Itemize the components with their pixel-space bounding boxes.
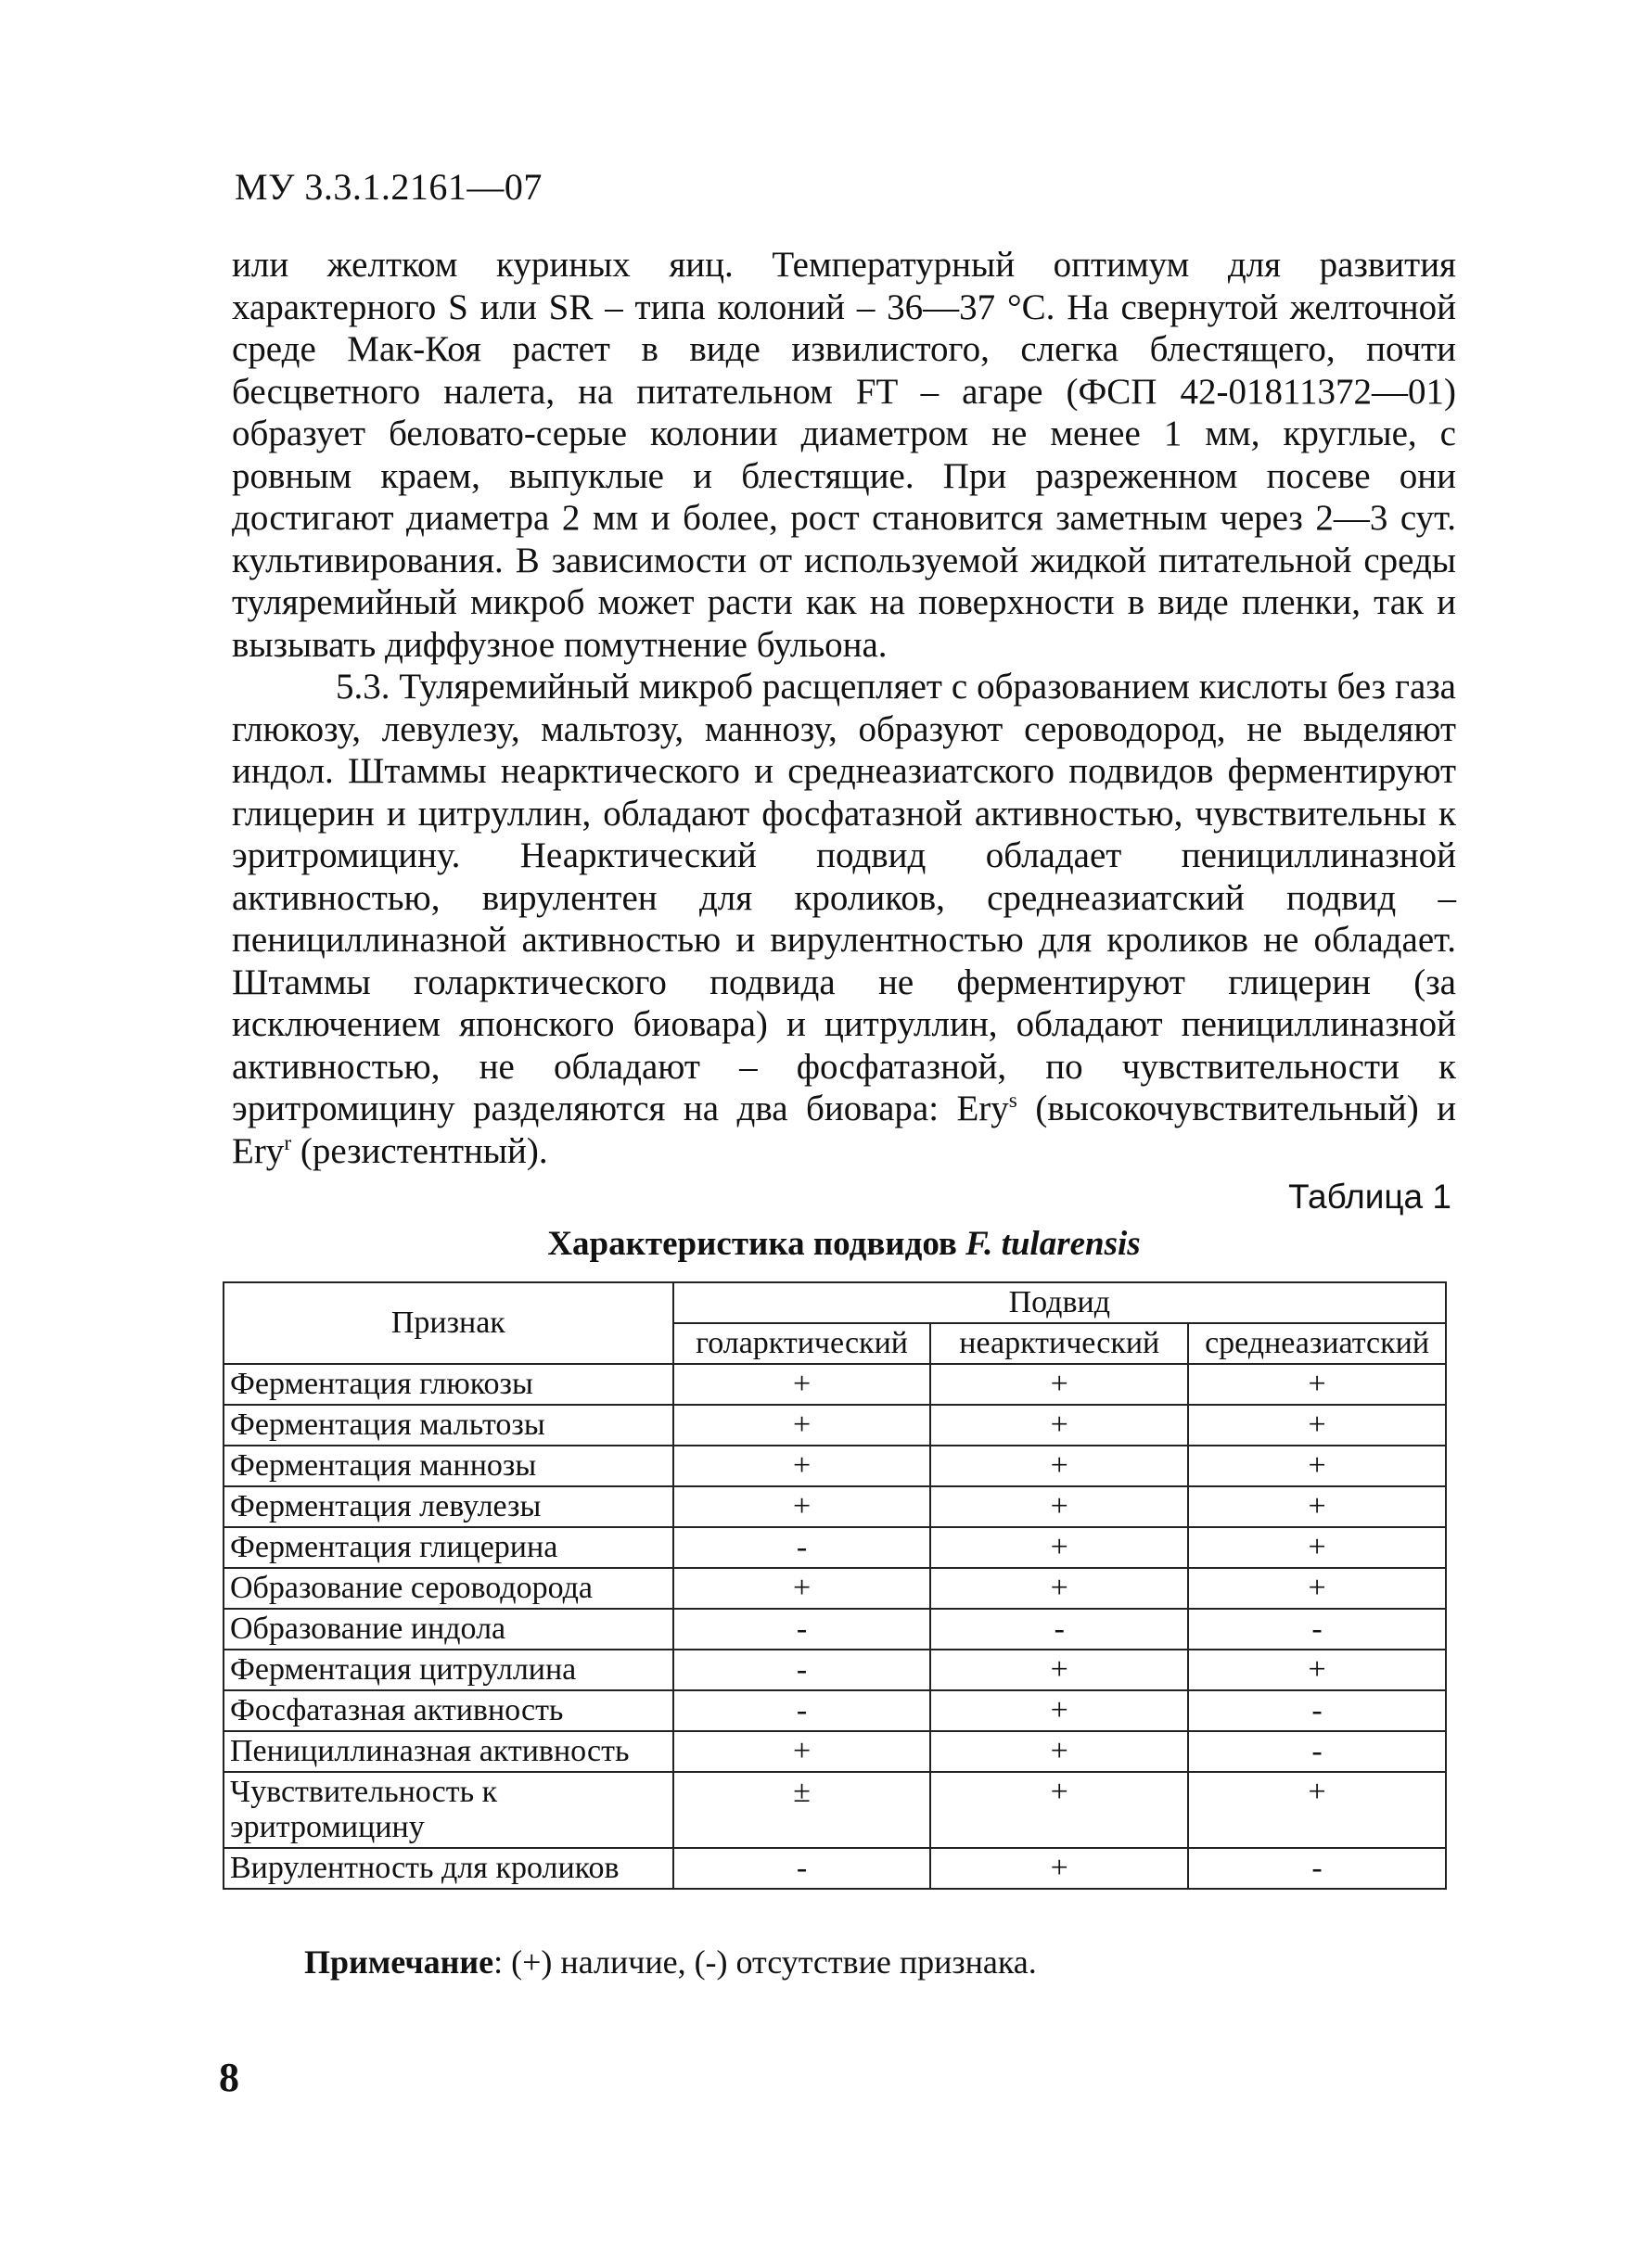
header-central-asian: среднеазиатский <box>1188 1323 1446 1364</box>
header-feature: Признак <box>224 1282 673 1364</box>
header-holarctic: голарктический <box>673 1323 931 1364</box>
value-cell: + <box>930 1446 1188 1486</box>
value-cell: - <box>1188 1690 1446 1731</box>
feature-cell: Пенициллиназная активность <box>224 1731 673 1772</box>
table-row <box>224 1650 1446 1690</box>
paragraph-2-text: 5.3. Туляремийный микроб расщепляет с образованием кислоты без газа глюкозу, левулезу, мальтозу, маннозу, образуют сероводород, не выделяют индол. Штаммы неарктического и среднеазиатского подвидов ферментируют глицерин и цитруллин, обладают фосфатазной активностью, чувствительны к эритромицину. Неарктический подвид обладает пенициллиназной активностью, вирулентен для кроликов, среднеазиатский подвид – пенициллиназной активностью и вирулентностью для кроликов не обладает. Штаммы голарктического подвида не ферментируют глицерин (за исключением японского биовара) и цитруллин, обладают пенициллиназной активностью, не обладают – фосфатазной, по чувствительности к эритромицину разделяются на два биовара: Ery <box>232 667 1456 1128</box>
value-cell: + <box>930 1690 1188 1731</box>
page-number: 8 <box>219 2055 239 2100</box>
paragraph-2 <box>232 666 1456 1172</box>
paragraph-2-mid: (высокочувствительный) и Ery <box>232 1089 1456 1171</box>
value-cell: + <box>1188 1486 1446 1527</box>
value-cell: + <box>930 1731 1188 1772</box>
value-cell: + <box>930 1568 1188 1609</box>
table-note <box>304 1943 1037 1981</box>
table-row <box>224 1731 1446 1772</box>
value-cell: + <box>673 1364 931 1405</box>
value-cell: - <box>673 1848 931 1889</box>
table-row <box>224 1568 1446 1609</box>
feature-cell: Вирулентность для кроликов <box>224 1848 673 1889</box>
document-code: МУ 3.3.1.2161—07 <box>235 166 543 208</box>
value-cell: - <box>673 1609 931 1650</box>
header-nearctic: неарктический <box>930 1323 1188 1364</box>
value-cell: + <box>930 1650 1188 1690</box>
value-cell: + <box>1188 1446 1446 1486</box>
value-cell: - <box>673 1690 931 1731</box>
value-cell: - <box>1188 1609 1446 1650</box>
table-row <box>224 1848 1446 1889</box>
feature-cell: Образование сероводорода <box>224 1568 673 1609</box>
table-body <box>224 1364 1446 1889</box>
feature-cell: Ферментация глицерина <box>224 1527 673 1568</box>
value-cell: + <box>930 1527 1188 1568</box>
table-header-row <box>224 1282 1446 1323</box>
table-caption-species: F. tularensis <box>965 1225 1141 1263</box>
value-cell: - <box>930 1609 1188 1650</box>
value-cell: ± <box>673 1772 931 1848</box>
table-row <box>224 1486 1446 1527</box>
value-cell: + <box>673 1486 931 1527</box>
value-cell: + <box>673 1446 931 1486</box>
note-text: : (+) наличие, (-) отсутствие признака. <box>493 1943 1037 1981</box>
value-cell: + <box>673 1568 931 1609</box>
value-cell: - <box>1188 1731 1446 1772</box>
value-cell: + <box>930 1486 1188 1527</box>
value-cell: + <box>673 1405 931 1446</box>
value-cell: + <box>673 1731 931 1772</box>
table-row <box>224 1364 1446 1405</box>
table-row <box>224 1446 1446 1486</box>
ery-s-superscript: s <box>1008 1089 1017 1113</box>
feature-cell: Ферментация маннозы <box>224 1446 673 1486</box>
table-row <box>224 1405 1446 1446</box>
value-cell: + <box>1188 1405 1446 1446</box>
table-row <box>224 1772 1446 1848</box>
table-row <box>224 1527 1446 1568</box>
value-cell: - <box>673 1650 931 1690</box>
paragraph-2-tail: (резистентный). <box>291 1130 548 1171</box>
header-subspecies-group: Подвид <box>673 1282 1446 1323</box>
table-number: Таблица 1 <box>1288 1178 1451 1216</box>
feature-cell: Ферментация левулезы <box>224 1486 673 1527</box>
table-row <box>224 1690 1446 1731</box>
note-label: Примечание <box>304 1943 494 1981</box>
value-cell: + <box>1188 1568 1446 1609</box>
value-cell: - <box>673 1527 931 1568</box>
table-row <box>224 1609 1446 1650</box>
feature-cell: Ферментация глюкозы <box>224 1364 673 1405</box>
feature-cell: Ферментация мальтозы <box>224 1405 673 1446</box>
subspecies-table <box>223 1281 1447 1890</box>
value-cell: + <box>930 1405 1188 1446</box>
table-caption-text: Характеристика подвидов <box>547 1225 966 1263</box>
value-cell: + <box>930 1364 1188 1405</box>
feature-cell: Фосфатазная активность <box>224 1690 673 1731</box>
value-cell: + <box>1188 1650 1446 1690</box>
value-cell: - <box>1188 1848 1446 1889</box>
feature-cell: Ферментация цитруллина <box>224 1650 673 1690</box>
ery-r-superscript: r <box>284 1130 292 1155</box>
feature-cell: Образование индола <box>224 1609 673 1650</box>
value-cell: + <box>930 1772 1188 1848</box>
feature-cell: Чувствительность к эритромицину <box>224 1772 673 1848</box>
value-cell: + <box>1188 1772 1446 1848</box>
body-text <box>232 244 1456 1172</box>
value-cell: + <box>1188 1527 1446 1568</box>
value-cell: + <box>930 1848 1188 1889</box>
value-cell: + <box>1188 1364 1446 1405</box>
paragraph-1: или желтком куриных яиц. Температурный оптимум для развития характерного S или SR – типа колоний – 36—37 °С. На свернутой желточной среде Мак-Коя растет в виде извилистого, слегка блестящего, почти бесцветного налета, на питательном FT – агаре (ФСП 42-01811372—01) образует беловато-серые колонии диаметром не менее 1 мм, круглые, с ровным краем, выпуклые и блестящие. При разреженном посеве они достигают диаметра 2 мм и более, рост становится заметным через 2—3 сут. культивирования. В зависимости от используемой жидкой питательной среды туляремийный микроб может расти как на поверхности в виде пленки, так и вызывать диффузное помутнение бульона. <box>232 245 1456 665</box>
table-caption <box>232 1224 1456 1264</box>
